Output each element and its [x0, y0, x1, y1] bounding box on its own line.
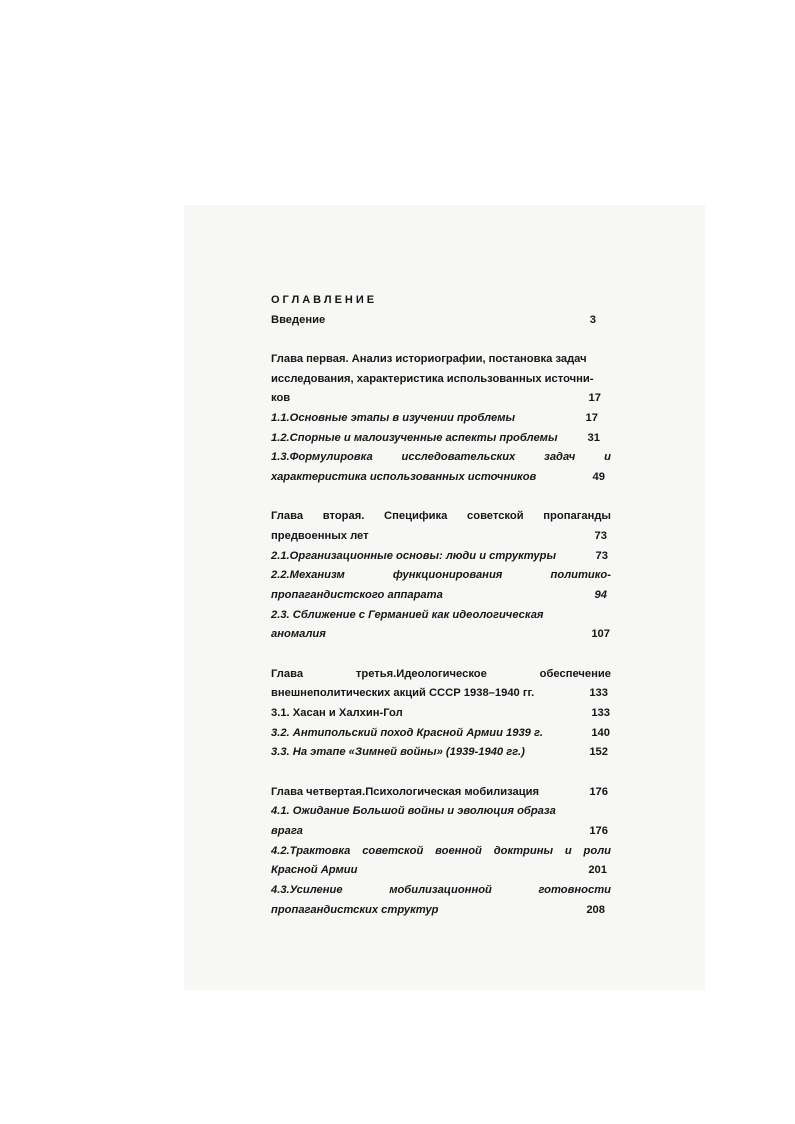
section-title-line-last	[271, 901, 611, 921]
heading-line-text: Глава четвертая.Психологическая мобилизация	[271, 785, 540, 798]
section-title: 3.2. Антипольский поход Красной Армии 1939 г.	[271, 726, 543, 739]
section-title-text: характеристика использованных источников	[271, 471, 537, 484]
page-number: 31	[587, 431, 600, 444]
section-2-2	[271, 566, 611, 605]
page-number: 140	[591, 726, 610, 739]
page-number: 94	[594, 589, 607, 602]
spacer	[271, 763, 611, 783]
section-4-2	[271, 842, 611, 881]
table-of-contents	[271, 291, 611, 921]
section-title-text: аномалия	[271, 628, 326, 641]
section-title: 3.1. Хасан и Халхин-Гол	[271, 707, 403, 720]
page-number: 3	[589, 313, 596, 326]
toc-title: ОГЛАВЛЕНИЕ	[271, 294, 378, 306]
page-number: 176	[589, 785, 608, 798]
section-title: 1.2.Спорные и малоизученные аспекты проблемы	[271, 431, 558, 444]
section-title-text: Красной Армии	[271, 864, 358, 877]
page-number: 176	[589, 825, 608, 838]
page-number: 73	[595, 549, 608, 562]
section-title-text: пропагандистских структур	[271, 903, 439, 916]
section-3-1	[271, 704, 611, 724]
heading-line-last	[271, 527, 611, 547]
section-4-3	[271, 881, 611, 920]
entry-label: Введение	[271, 313, 326, 326]
spacer	[271, 330, 611, 350]
page-number: 17	[585, 412, 598, 425]
page-number: 133	[589, 687, 608, 700]
chapter-heading	[271, 665, 611, 704]
section-1-2	[271, 429, 611, 449]
chapter-heading	[271, 783, 611, 803]
spacer	[271, 488, 611, 508]
section-title-line: 2.2.Механизм функционирования политико-	[271, 569, 611, 582]
chapter-3	[271, 665, 611, 763]
section-title-text: пропагандистского аппарата	[271, 589, 443, 602]
section-1-1	[271, 409, 611, 429]
page-number: 73	[594, 530, 607, 543]
section-title: 2.1.Организационные основы: люди и структуры	[271, 549, 557, 562]
page-number: 152	[589, 746, 608, 759]
section-title-line-last	[271, 822, 611, 842]
section-2-1	[271, 547, 611, 567]
page-number: 107	[591, 628, 610, 641]
heading-line-last	[271, 389, 611, 409]
section-title-line-last	[271, 625, 611, 645]
chapter-heading	[271, 507, 611, 546]
page-number: 17	[588, 392, 601, 405]
section-title: 3.3. На этапе «Зимней войны» (1939-1940 гг.)	[271, 746, 525, 759]
heading-line-last	[271, 684, 611, 704]
section-title-line: 1.3.Формулировка исследовательских задач и	[271, 451, 611, 464]
section-title: 1.1.Основные этапы в изучении проблемы	[271, 412, 516, 425]
page-number: 133	[591, 707, 610, 720]
chapter-heading	[271, 350, 611, 409]
section-title-line-last	[271, 586, 611, 606]
spacer	[271, 645, 611, 665]
section-title-line: 4.1. Ожидание Большой войны и эволюция образа	[271, 805, 556, 818]
section-4-1	[271, 802, 611, 841]
section-title-line-last	[271, 468, 611, 488]
heading-line: Глава первая. Анализ историографии, постановка задач	[271, 353, 587, 366]
heading-line-text: предвоенных лет	[271, 530, 369, 543]
heading-line: исследования, характеристика использованных источни-	[271, 372, 594, 385]
section-3-3	[271, 743, 611, 763]
toc-entry-introduction	[271, 311, 611, 331]
section-title-line: 2.3. Сближение с Германией как идеологическая	[271, 608, 544, 621]
page-number: 201	[588, 864, 607, 877]
heading-line: Глава вторая. Специфика советской пропаганды	[271, 510, 611, 523]
heading-line: Глава третья.Идеологическое обеспечение	[271, 667, 611, 680]
section-title-line: 4.2.Трактовка советской военной доктрины и роли	[271, 844, 611, 857]
section-title-text: врага	[271, 825, 303, 838]
heading-line-text: внешнеполитических акций СССР 1938–1940 гг.	[271, 687, 535, 700]
chapter-1	[271, 350, 611, 488]
section-title-line-last	[271, 861, 611, 881]
page-number: 49	[592, 471, 605, 484]
section-1-3	[271, 448, 611, 487]
heading-line-text: ков	[271, 392, 291, 405]
chapter-2	[271, 507, 611, 645]
section-title-line: 4.3.Усиление мобилизационной готовности	[271, 884, 611, 897]
section-3-2	[271, 724, 611, 744]
chapter-4	[271, 783, 611, 921]
page-number: 208	[586, 903, 605, 916]
section-2-3	[271, 606, 611, 645]
